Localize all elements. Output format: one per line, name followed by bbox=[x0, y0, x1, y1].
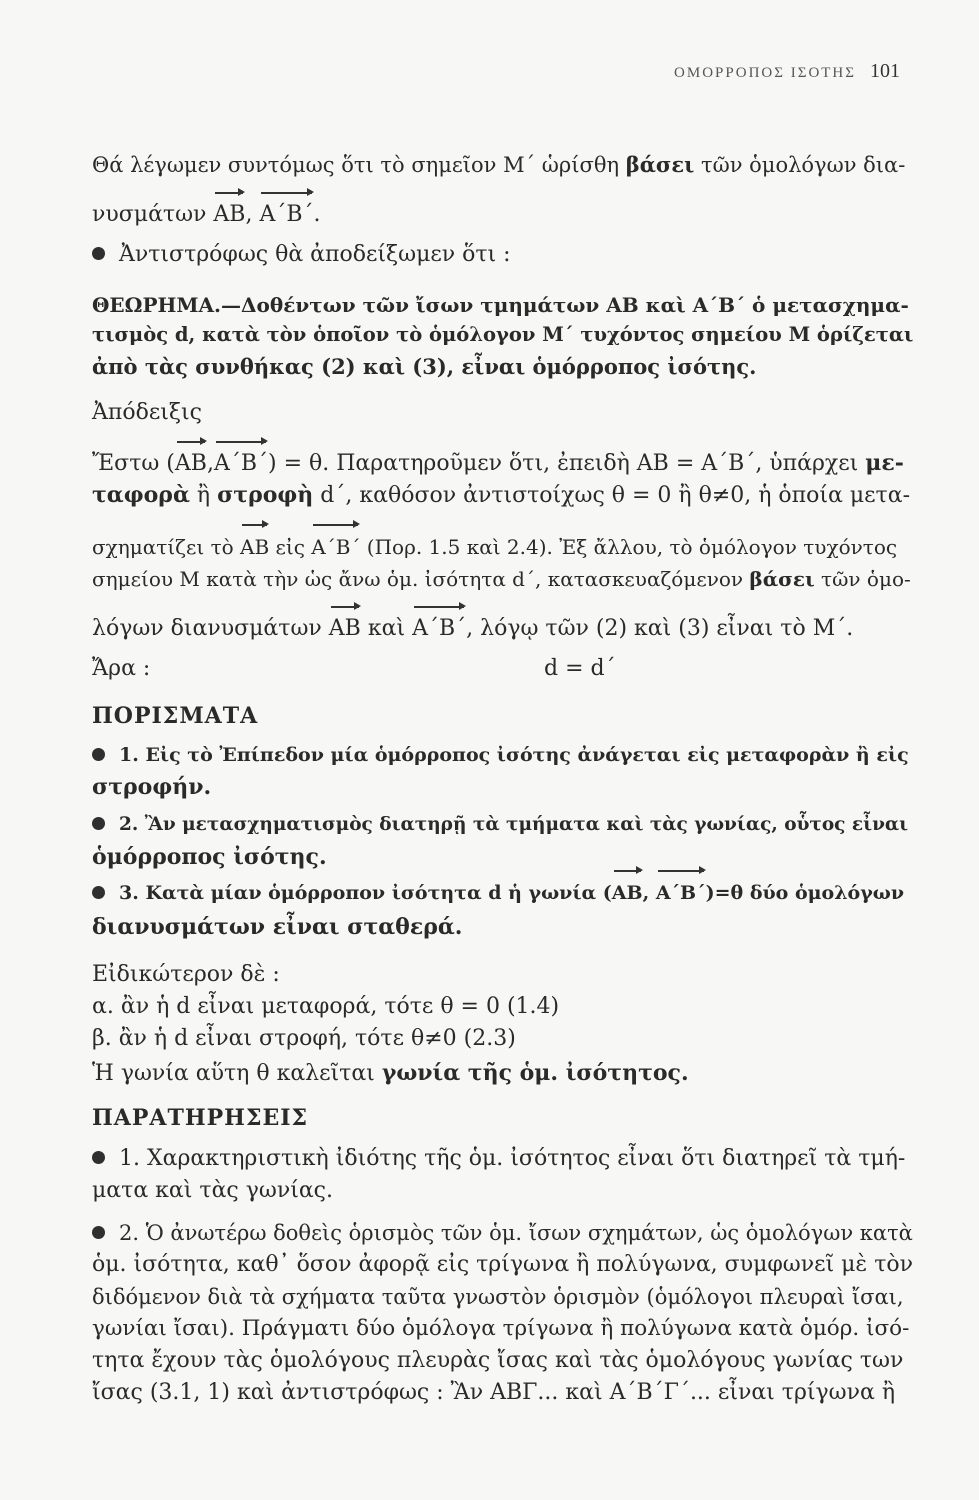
remark-line: τητα ἔχουν τὰς ὁμολόγους πλευρὰς ἴσας καὶ τὰς ὁμολόγους γωνίας των bbox=[92, 1348, 904, 1373]
remark-line: γωνίαι ἴσαι). Πράγματι δύο ὁμόλογα τρίγωνα ἢ πολύγωνα κατὰ ὁμόρ. ἰσό- bbox=[92, 1316, 910, 1341]
equation: d = d΄ bbox=[544, 656, 616, 681]
bullet-icon bbox=[92, 1226, 105, 1239]
bullet-icon bbox=[92, 886, 105, 899]
text-line: Εἰδικώτερον δὲ : bbox=[92, 962, 280, 987]
vector-a-prime-b-prime: A΄B΄ bbox=[214, 449, 268, 479]
text-line: Ἄρα : d = d΄ bbox=[92, 654, 912, 684]
proof-title: Ἀπόδειξις bbox=[92, 400, 202, 425]
remark-line: ματα καὶ τὰς γωνίας. bbox=[92, 1178, 334, 1203]
page-number: 101 bbox=[870, 60, 900, 82]
text-line: Ἡ γωνία αὕτη θ καλεῖται γωνία τῆς ὁμ. ἰσότητος. bbox=[92, 1060, 689, 1086]
vector-ab: AB bbox=[175, 449, 207, 479]
corollary-line: 3. Κατὰ μίαν ὁμόρροπον ἰσότητα d ἡ γωνία (AB, A΄B΄)=θ δύο ὁμολόγων bbox=[92, 878, 912, 908]
section-heading: ΠΑΡΑΤΗΡΗΣΕΙΣ bbox=[92, 1105, 309, 1131]
bullet-icon bbox=[92, 1151, 105, 1164]
theorem-line: τισμὸς d, κατὰ τὸν ὁποῖον τὸ ὁμόλογον Μ΄ τυχόντος σημείου Μ ὁρίζεται bbox=[92, 323, 914, 346]
section-heading: ΠΟΡΙΣΜΑΤΑ bbox=[92, 703, 259, 729]
text-line: ταφορὰ ἢ στροφὴ d΄, καθόσον ἀντιστοίχως θ = 0 ἢ θ≠0, ἡ ὁποία μετα- bbox=[92, 482, 911, 508]
vector-a-prime-b-prime: A΄B΄ bbox=[259, 200, 313, 230]
corollary-line: στροφήν. bbox=[92, 774, 212, 800]
corollary-line: διανυσμάτων εἶναι σταθερά. bbox=[92, 914, 463, 940]
theorem-line: ἀπὸ τὰς συνθήκας (2) καὶ (3), εἶναι ὁμόρροπος ἰσότης. bbox=[92, 354, 757, 379]
corollary-line: ὁμόρροπος ἰσότης. bbox=[92, 844, 327, 870]
remark-line: διδόμενον διὰ τὰ σχήματα ταῦτα γνωστὸν ὁρισμὸν (ὁμόλογοι πλευραὶ ἴσαι, bbox=[92, 1285, 904, 1309]
vector-a-prime-b-prime: A΄B΄ bbox=[656, 878, 706, 908]
corollary-line: 1. Εἰς τὸ Ἐπίπεδον μία ὁμόρροπος ἰσότης ἀνάγεται εἰς μεταφορὰν ἢ εἰς bbox=[92, 740, 912, 770]
bullet-icon bbox=[92, 247, 105, 260]
text-line: Ἔστω (AB,A΄B΄) = θ. Παρατηροῦμεν ὅτι, ἐπειδὴ AB = A΄B΄, ὑπάρχει με- bbox=[92, 448, 912, 479]
vector-ab: AB bbox=[213, 200, 245, 230]
remark-line: 1. Χαρακτηριστικὴ ἰδιότης τῆς ὁμ. ἰσότητος εἶναι ὅτι διατηρεῖ τὰ τμή- bbox=[92, 1144, 912, 1174]
text-line: Θά λέγωμεν συντόμως ὅτι τὸ σημεῖον Μ΄ ὡρίσθη βάσει τῶν ὁμολόγων δια- bbox=[92, 152, 906, 177]
corollary-line: 2. Ἂν μετασχηματισμὸς διατηρῇ τὰ τμήματα καὶ τὰς γωνίας, οὗτος εἶναι bbox=[92, 810, 912, 840]
remark-line: ἴσας (3.1, 1) καὶ ἀντιστρόφως : Ἂν ΑΒΓ... καὶ Α΄Β΄Γ΄... εἶναι τρίγωνα ἢ bbox=[92, 1380, 896, 1405]
vector-ab: AB bbox=[612, 878, 643, 908]
bullet-icon bbox=[92, 748, 105, 761]
text-line: σημείου Μ κατὰ τὴν ὡς ἄνω ὁμ. ἰσότητα d΄, κατασκευαζόμενον βάσει τῶν ὁμο- bbox=[92, 567, 911, 591]
running-title: ΟΜΟΡΡΟΠΟΣ ΙΣΟΤΗΣ bbox=[674, 65, 856, 81]
bullet-icon bbox=[92, 817, 105, 830]
running-header bbox=[600, 60, 900, 83]
text-line: Ἀντιστρόφως θὰ ἀποδείξωμεν ὅτι : bbox=[92, 240, 912, 270]
vector-a-prime-b-prime: A΄B΄ bbox=[311, 532, 360, 562]
text-line: α. ἂν ἡ d εἶναι μεταφορά, τότε θ = 0 (1.4) bbox=[92, 994, 560, 1019]
text-line: σχηματίζει τὸ AB εἰς A΄B΄ (Πορ. 1.5 καὶ 2.4). Ἐξ ἄλλου, τὸ ὁμόλογον τυχόντος bbox=[92, 532, 912, 562]
vector-ab: AB bbox=[240, 532, 269, 562]
vector-ab: AB bbox=[329, 614, 361, 644]
text-line: νυσμάτων AB, A΄B΄. bbox=[92, 200, 912, 230]
remark-line: ὁμ. ἰσότητα, καθ᾽ ὅσον ἀφορᾷ εἰς τρίγωνα ἢ πολύγωνα, συμφωνεῖ μὲ τὸν bbox=[92, 1252, 913, 1277]
theorem-line: ΘΕΩΡΗΜΑ.—Δοθέντων τῶν ἴσων τμημάτων AB καὶ A΄B΄ ὁ μετασχημα- bbox=[92, 293, 909, 317]
text-line: λόγων διανυσμάτων AB καὶ A΄B΄, λόγῳ τῶν (2) καὶ (3) εἶναι τὸ Μ΄. bbox=[92, 614, 912, 644]
vector-a-prime-b-prime: A΄B΄ bbox=[412, 614, 466, 644]
remark-line: 2. Ὁ ἀνωτέρω δοθεὶς ὁρισμὸς τῶν ὁμ. ἴσων σχημάτων, ὡς ὁμολόγων κατὰ bbox=[92, 1218, 912, 1248]
text-line: β. ἂν ἡ d εἶναι στροφή, τότε θ≠0 (2.3) bbox=[92, 1026, 516, 1051]
